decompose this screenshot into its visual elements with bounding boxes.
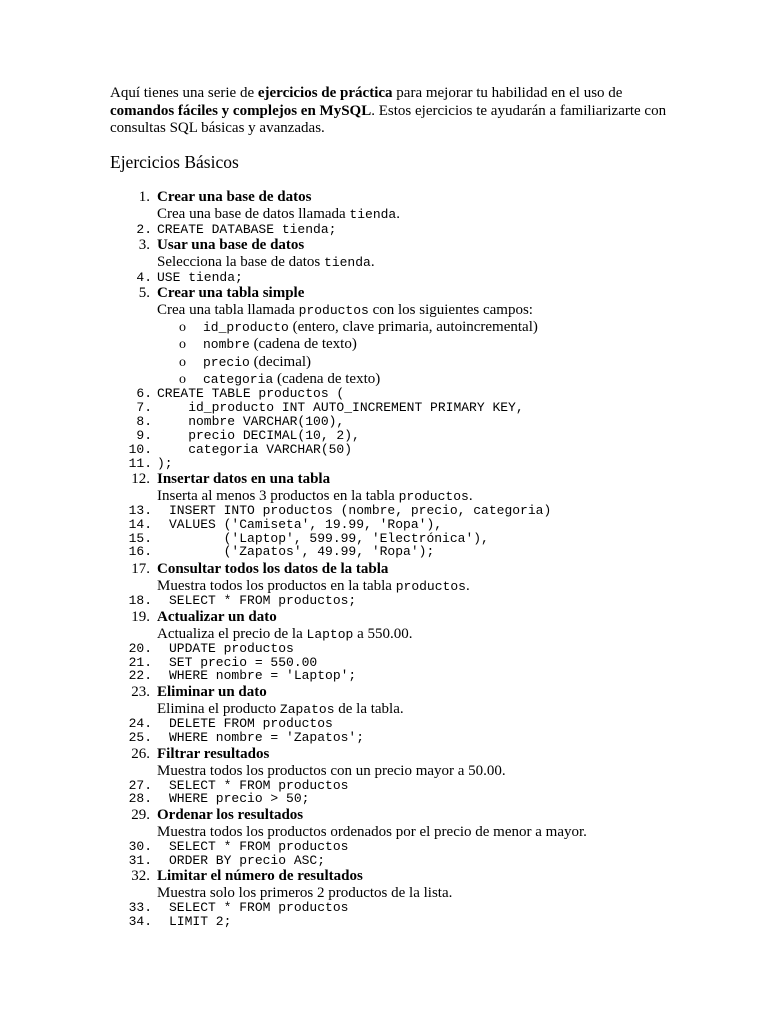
bullet-marker: o xyxy=(179,320,186,335)
bullet-marker: o xyxy=(179,372,186,387)
bullet-item: nombre (cadena de texto) xyxy=(203,336,357,352)
code-line: LIMIT 2; xyxy=(169,914,232,929)
intro-paragraph xyxy=(110,85,670,138)
item-number: 17. xyxy=(131,561,150,577)
code-line: UPDATE productos xyxy=(169,641,294,656)
item-title: Eliminar un dato xyxy=(157,684,267,700)
code-line: CREATE TABLE productos ( xyxy=(157,386,345,401)
bullet-item: id_producto (entero, clave primaria, autoincremental) xyxy=(203,319,538,335)
code-line-number: 6. xyxy=(136,386,152,401)
code-line-number: 21. xyxy=(128,655,152,670)
code-line-number: 11. xyxy=(128,456,152,471)
code-line: ('Laptop', 599.99, 'Electrónica'), xyxy=(169,531,489,546)
code-line-number: 8. xyxy=(136,414,152,429)
item-title: Filtrar resultados xyxy=(157,746,270,762)
item-title: Limitar el número de resultados xyxy=(157,868,363,884)
code-line-number: 31. xyxy=(128,853,152,868)
item-title: Consultar todos los datos de la tabla xyxy=(157,561,389,577)
code-line-number: 18. xyxy=(128,593,152,608)
item-number: 1. xyxy=(138,189,150,205)
bullet-marker: o xyxy=(179,355,186,370)
code-line: VALUES ('Camiseta', 19.99, 'Ropa'), xyxy=(169,517,443,532)
code-line-number: 34. xyxy=(128,914,152,929)
item-description: Selecciona la base de datos tienda. xyxy=(157,254,375,270)
item-title: Crear una tabla simple xyxy=(157,285,305,301)
code-line: precio DECIMAL(10, 2), xyxy=(157,428,360,443)
code-line-number: 33. xyxy=(128,900,152,915)
code-line: WHERE precio > 50; xyxy=(169,791,310,806)
item-number: 29. xyxy=(131,807,150,823)
item-description: Muestra todos los productos con un precio mayor a 50.00. xyxy=(157,763,506,779)
code-line-number: 27. xyxy=(128,778,152,793)
code-line: SELECT * FROM productos xyxy=(169,839,349,854)
item-description: Muestra todos los productos en la tabla productos. xyxy=(157,578,470,594)
bullet-item: precio (decimal) xyxy=(203,354,312,370)
item-description: Actualiza el precio de la Laptop a 550.00. xyxy=(157,626,413,642)
code-line-number: 2. xyxy=(136,222,152,237)
item-number: 26. xyxy=(131,746,150,762)
code-line: SELECT * FROM productos xyxy=(169,778,349,793)
bullet-item: categoria (cadena de texto) xyxy=(203,371,381,387)
item-number: 3. xyxy=(138,237,150,253)
code-line-number: 16. xyxy=(128,544,152,559)
code-line-number: 13. xyxy=(128,503,152,518)
code-line-number: 7. xyxy=(136,400,152,415)
code-line: nombre VARCHAR(100), xyxy=(157,414,345,429)
item-number: 5. xyxy=(138,285,150,301)
code-line: ); xyxy=(157,456,173,471)
code-line-number: 20. xyxy=(128,641,152,656)
code-line-number: 25. xyxy=(128,730,152,745)
item-number: 12. xyxy=(131,471,150,487)
code-line: USE tienda; xyxy=(157,270,243,285)
bullet-marker: o xyxy=(179,337,186,352)
code-line-number: 22. xyxy=(128,668,152,683)
code-line: SET precio = 550.00 xyxy=(169,655,318,670)
intro-text: Aquí tienes una serie de xyxy=(110,85,258,101)
code-line: WHERE nombre = 'Zapatos'; xyxy=(169,730,365,745)
code-line: id_producto INT AUTO_INCREMENT PRIMARY KEY, xyxy=(157,400,524,415)
code-line: DELETE FROM productos xyxy=(169,716,333,731)
code-line: CREATE DATABASE tienda; xyxy=(157,222,337,237)
item-title: Crear una base de datos xyxy=(157,189,312,205)
intro-text: . Estos ejercicios te ayudarán a familiarizarte con consultas SQL básicas y avanzadas. xyxy=(110,102,667,136)
code-line: SELECT * FROM productos; xyxy=(169,593,357,608)
code-line: categoria VARCHAR(50) xyxy=(157,442,353,457)
code-line: ORDER BY precio ASC; xyxy=(169,853,326,868)
intro-text: para mejorar tu habilidad en el uso de xyxy=(392,85,623,101)
item-description: Muestra solo los primeros 2 productos de la lista. xyxy=(157,885,453,901)
item-number: 19. xyxy=(131,609,150,625)
code-line-number: 4. xyxy=(136,270,152,285)
section-heading: Ejercicios Básicos xyxy=(110,152,239,172)
code-line: SELECT * FROM productos xyxy=(169,900,349,915)
item-title: Actualizar un dato xyxy=(157,609,277,625)
code-line-number: 14. xyxy=(128,517,152,532)
code-line: ('Zapatos', 49.99, 'Ropa'); xyxy=(169,544,435,559)
intro-bold-text: comandos fáciles y complejos en MySQL xyxy=(110,102,372,119)
item-title: Ordenar los resultados xyxy=(157,807,304,823)
code-line-number: 15. xyxy=(128,531,152,546)
item-title: Usar una base de datos xyxy=(157,237,305,253)
intro-bold-text: ejercicios de práctica xyxy=(257,85,393,101)
code-line-number: 24. xyxy=(128,716,152,731)
item-description: Crea una base de datos llamada tienda. xyxy=(157,206,400,222)
item-number: 32. xyxy=(131,868,150,884)
code-line: INSERT INTO productos (nombre, precio, categoria) xyxy=(169,503,552,518)
code-line-number: 28. xyxy=(128,791,152,806)
item-title: Insertar datos en una tabla xyxy=(157,471,331,487)
item-description: Muestra todos los productos ordenados por el precio de menor a mayor. xyxy=(157,824,587,840)
item-description: Elimina el producto Zapatos de la tabla. xyxy=(157,701,404,717)
item-description: Inserta al menos 3 productos en la tabla productos. xyxy=(157,488,473,504)
code-line-number: 30. xyxy=(128,839,152,854)
item-description: Crea una tabla llamada productos con los siguientes campos: xyxy=(157,302,533,318)
code-line: WHERE nombre = 'Laptop'; xyxy=(169,668,357,683)
code-line-number: 10. xyxy=(128,442,152,457)
code-line-number: 9. xyxy=(136,428,152,443)
item-number: 23. xyxy=(131,684,150,700)
